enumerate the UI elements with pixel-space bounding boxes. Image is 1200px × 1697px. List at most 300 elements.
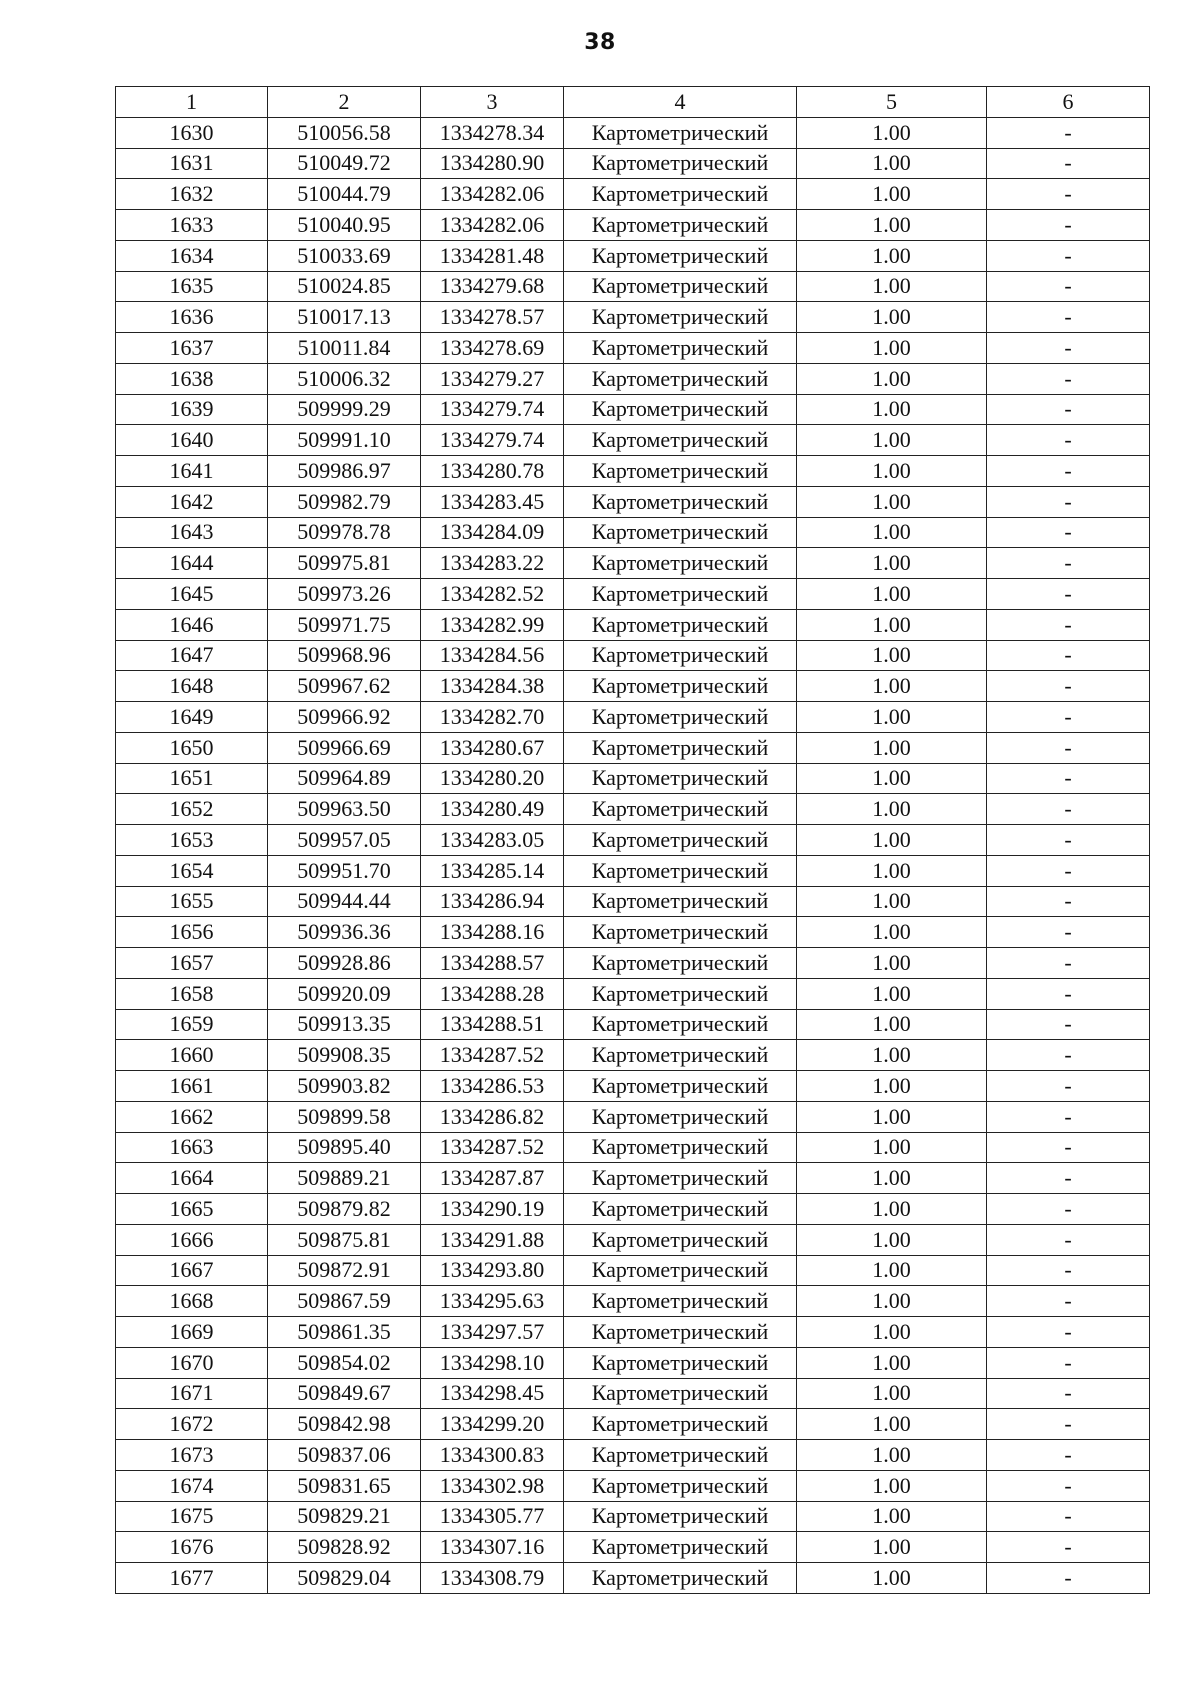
point-number-cell: 1664 <box>116 1163 268 1194</box>
x-coordinate-cell: 509971.75 <box>268 609 421 640</box>
note-cell: - <box>987 1163 1150 1194</box>
method-cell: Картометрический <box>564 609 797 640</box>
x-coordinate-cell: 509982.79 <box>268 486 421 517</box>
table-row <box>116 732 1150 763</box>
column-header: 2 <box>268 87 421 118</box>
x-coordinate-cell: 510011.84 <box>268 333 421 364</box>
accuracy-cell: 1.00 <box>797 548 987 579</box>
table-row <box>116 917 1150 948</box>
method-cell: Картометрический <box>564 1101 797 1132</box>
method-cell: Картометрический <box>564 1501 797 1532</box>
method-cell: Картометрический <box>564 517 797 548</box>
accuracy-cell: 1.00 <box>797 1470 987 1501</box>
x-coordinate-cell: 509861.35 <box>268 1317 421 1348</box>
accuracy-cell: 1.00 <box>797 1440 987 1471</box>
x-coordinate-cell: 509829.04 <box>268 1563 421 1594</box>
table-row <box>116 1286 1150 1317</box>
method-cell: Картометрический <box>564 333 797 364</box>
method-cell: Картометрический <box>564 179 797 210</box>
method-cell: Картометрический <box>564 1440 797 1471</box>
note-cell: - <box>987 640 1150 671</box>
method-cell: Картометрический <box>564 855 797 886</box>
accuracy-cell: 1.00 <box>797 1009 987 1040</box>
accuracy-cell: 1.00 <box>797 1255 987 1286</box>
note-cell: - <box>987 1009 1150 1040</box>
x-coordinate-cell: 509957.05 <box>268 825 421 856</box>
x-coordinate-cell: 510033.69 <box>268 240 421 271</box>
accuracy-cell: 1.00 <box>797 1286 987 1317</box>
method-cell: Картометрический <box>564 763 797 794</box>
table-row <box>116 1255 1150 1286</box>
point-number-cell: 1646 <box>116 609 268 640</box>
y-coordinate-cell: 1334295.63 <box>421 1286 564 1317</box>
note-cell: - <box>987 702 1150 733</box>
y-coordinate-cell: 1334286.94 <box>421 886 564 917</box>
y-coordinate-cell: 1334299.20 <box>421 1409 564 1440</box>
note-cell: - <box>987 1286 1150 1317</box>
table-row <box>116 363 1150 394</box>
method-cell: Картометрический <box>564 240 797 271</box>
x-coordinate-cell: 509964.89 <box>268 763 421 794</box>
y-coordinate-cell: 1334283.05 <box>421 825 564 856</box>
accuracy-cell: 1.00 <box>797 240 987 271</box>
x-coordinate-cell: 509999.29 <box>268 394 421 425</box>
method-cell: Картометрический <box>564 1317 797 1348</box>
y-coordinate-cell: 1334279.74 <box>421 394 564 425</box>
table-row <box>116 240 1150 271</box>
point-number-cell: 1671 <box>116 1378 268 1409</box>
accuracy-cell: 1.00 <box>797 1071 987 1102</box>
x-coordinate-cell: 509867.59 <box>268 1286 421 1317</box>
method-cell: Картометрический <box>564 978 797 1009</box>
y-coordinate-cell: 1334302.98 <box>421 1470 564 1501</box>
table-row <box>116 1132 1150 1163</box>
table-row <box>116 1101 1150 1132</box>
accuracy-cell: 1.00 <box>797 609 987 640</box>
accuracy-cell: 1.00 <box>797 1347 987 1378</box>
x-coordinate-cell: 509831.65 <box>268 1470 421 1501</box>
x-coordinate-cell: 510006.32 <box>268 363 421 394</box>
y-coordinate-cell: 1334288.28 <box>421 978 564 1009</box>
accuracy-cell: 1.00 <box>797 1501 987 1532</box>
note-cell: - <box>987 1378 1150 1409</box>
accuracy-cell: 1.00 <box>797 948 987 979</box>
y-coordinate-cell: 1334286.82 <box>421 1101 564 1132</box>
x-coordinate-cell: 510049.72 <box>268 148 421 179</box>
method-cell: Картометрический <box>564 825 797 856</box>
method-cell: Картометрический <box>564 117 797 148</box>
point-number-cell: 1675 <box>116 1501 268 1532</box>
accuracy-cell: 1.00 <box>797 1317 987 1348</box>
table-row <box>116 456 1150 487</box>
table-row <box>116 1440 1150 1471</box>
point-number-cell: 1644 <box>116 548 268 579</box>
x-coordinate-cell: 509968.96 <box>268 640 421 671</box>
table-row <box>116 978 1150 1009</box>
x-coordinate-cell: 509936.36 <box>268 917 421 948</box>
method-cell: Картометрический <box>564 302 797 333</box>
x-coordinate-cell: 510044.79 <box>268 179 421 210</box>
accuracy-cell: 1.00 <box>797 825 987 856</box>
y-coordinate-cell: 1334284.56 <box>421 640 564 671</box>
method-cell: Картометрический <box>564 1286 797 1317</box>
y-coordinate-cell: 1334280.78 <box>421 456 564 487</box>
note-cell: - <box>987 1470 1150 1501</box>
point-number-cell: 1668 <box>116 1286 268 1317</box>
point-number-cell: 1649 <box>116 702 268 733</box>
accuracy-cell: 1.00 <box>797 732 987 763</box>
point-number-cell: 1661 <box>116 1071 268 1102</box>
x-coordinate-cell: 509928.86 <box>268 948 421 979</box>
method-cell: Картометрический <box>564 1224 797 1255</box>
method-cell: Картометрический <box>564 271 797 302</box>
x-coordinate-cell: 509899.58 <box>268 1101 421 1132</box>
y-coordinate-cell: 1334288.16 <box>421 917 564 948</box>
point-number-cell: 1665 <box>116 1194 268 1225</box>
note-cell: - <box>987 486 1150 517</box>
y-coordinate-cell: 1334282.99 <box>421 609 564 640</box>
y-coordinate-cell: 1334298.45 <box>421 1378 564 1409</box>
note-cell: - <box>987 117 1150 148</box>
y-coordinate-cell: 1334285.14 <box>421 855 564 886</box>
y-coordinate-cell: 1334280.49 <box>421 794 564 825</box>
accuracy-cell: 1.00 <box>797 456 987 487</box>
accuracy-cell: 1.00 <box>797 486 987 517</box>
accuracy-cell: 1.00 <box>797 1040 987 1071</box>
point-number-cell: 1673 <box>116 1440 268 1471</box>
point-number-cell: 1637 <box>116 333 268 364</box>
x-coordinate-cell: 509849.67 <box>268 1378 421 1409</box>
note-cell: - <box>987 1101 1150 1132</box>
method-cell: Картометрический <box>564 394 797 425</box>
accuracy-cell: 1.00 <box>797 210 987 241</box>
table-row <box>116 1470 1150 1501</box>
point-number-cell: 1640 <box>116 425 268 456</box>
point-number-cell: 1635 <box>116 271 268 302</box>
y-coordinate-cell: 1334305.77 <box>421 1501 564 1532</box>
accuracy-cell: 1.00 <box>797 640 987 671</box>
x-coordinate-cell: 509966.69 <box>268 732 421 763</box>
table-row <box>116 333 1150 364</box>
note-cell: - <box>987 394 1150 425</box>
method-cell: Картометрический <box>564 1040 797 1071</box>
x-coordinate-cell: 510024.85 <box>268 271 421 302</box>
note-cell: - <box>987 732 1150 763</box>
note-cell: - <box>987 456 1150 487</box>
method-cell: Картометрический <box>564 548 797 579</box>
method-cell: Картометрический <box>564 579 797 610</box>
method-cell: Картометрический <box>564 1470 797 1501</box>
point-number-cell: 1632 <box>116 179 268 210</box>
y-coordinate-cell: 1334279.74 <box>421 425 564 456</box>
table-row <box>116 517 1150 548</box>
point-number-cell: 1647 <box>116 640 268 671</box>
accuracy-cell: 1.00 <box>797 394 987 425</box>
point-number-cell: 1630 <box>116 117 268 148</box>
x-coordinate-cell: 509828.92 <box>268 1532 421 1563</box>
accuracy-cell: 1.00 <box>797 1378 987 1409</box>
table-row <box>116 302 1150 333</box>
y-coordinate-cell: 1334282.52 <box>421 579 564 610</box>
y-coordinate-cell: 1334282.06 <box>421 210 564 241</box>
table-row <box>116 1163 1150 1194</box>
table-row <box>116 548 1150 579</box>
note-cell: - <box>987 1409 1150 1440</box>
note-cell: - <box>987 271 1150 302</box>
note-cell: - <box>987 1132 1150 1163</box>
note-cell: - <box>987 1194 1150 1225</box>
point-number-cell: 1639 <box>116 394 268 425</box>
accuracy-cell: 1.00 <box>797 886 987 917</box>
point-number-cell: 1670 <box>116 1347 268 1378</box>
x-coordinate-cell: 509875.81 <box>268 1224 421 1255</box>
point-number-cell: 1631 <box>116 148 268 179</box>
y-coordinate-cell: 1334281.48 <box>421 240 564 271</box>
coordinates-table <box>115 86 1150 1594</box>
x-coordinate-cell: 509908.35 <box>268 1040 421 1071</box>
note-cell: - <box>987 363 1150 394</box>
accuracy-cell: 1.00 <box>797 855 987 886</box>
x-coordinate-cell: 509973.26 <box>268 579 421 610</box>
note-cell: - <box>987 794 1150 825</box>
table-row <box>116 1224 1150 1255</box>
x-coordinate-cell: 509920.09 <box>268 978 421 1009</box>
point-number-cell: 1657 <box>116 948 268 979</box>
x-coordinate-cell: 509903.82 <box>268 1071 421 1102</box>
method-cell: Картометрический <box>564 456 797 487</box>
table-row <box>116 117 1150 148</box>
point-number-cell: 1652 <box>116 794 268 825</box>
y-coordinate-cell: 1334287.87 <box>421 1163 564 1194</box>
y-coordinate-cell: 1334297.57 <box>421 1317 564 1348</box>
note-cell: - <box>987 425 1150 456</box>
note-cell: - <box>987 179 1150 210</box>
y-coordinate-cell: 1334290.19 <box>421 1194 564 1225</box>
y-coordinate-cell: 1334280.20 <box>421 763 564 794</box>
accuracy-cell: 1.00 <box>797 794 987 825</box>
x-coordinate-cell: 509966.92 <box>268 702 421 733</box>
method-cell: Картометрический <box>564 1532 797 1563</box>
note-cell: - <box>987 210 1150 241</box>
y-coordinate-cell: 1334278.34 <box>421 117 564 148</box>
y-coordinate-cell: 1334287.52 <box>421 1040 564 1071</box>
x-coordinate-cell: 509829.21 <box>268 1501 421 1532</box>
table-row <box>116 1532 1150 1563</box>
table-row <box>116 1378 1150 1409</box>
point-number-cell: 1650 <box>116 732 268 763</box>
method-cell: Картометрический <box>564 148 797 179</box>
accuracy-cell: 1.00 <box>797 1194 987 1225</box>
y-coordinate-cell: 1334308.79 <box>421 1563 564 1594</box>
column-header: 6 <box>987 87 1150 118</box>
note-cell: - <box>987 517 1150 548</box>
x-coordinate-cell: 509879.82 <box>268 1194 421 1225</box>
point-number-cell: 1641 <box>116 456 268 487</box>
note-cell: - <box>987 333 1150 364</box>
accuracy-cell: 1.00 <box>797 179 987 210</box>
table-row <box>116 1317 1150 1348</box>
note-cell: - <box>987 1501 1150 1532</box>
x-coordinate-cell: 509978.78 <box>268 517 421 548</box>
point-number-cell: 1674 <box>116 1470 268 1501</box>
note-cell: - <box>987 302 1150 333</box>
accuracy-cell: 1.00 <box>797 271 987 302</box>
y-coordinate-cell: 1334300.83 <box>421 1440 564 1471</box>
accuracy-cell: 1.00 <box>797 1409 987 1440</box>
x-coordinate-cell: 509842.98 <box>268 1409 421 1440</box>
point-number-cell: 1636 <box>116 302 268 333</box>
x-coordinate-cell: 509963.50 <box>268 794 421 825</box>
point-number-cell: 1667 <box>116 1255 268 1286</box>
page-number: 38 <box>584 30 616 55</box>
point-number-cell: 1638 <box>116 363 268 394</box>
point-number-cell: 1659 <box>116 1009 268 1040</box>
column-header: 1 <box>116 87 268 118</box>
column-header: 4 <box>564 87 797 118</box>
y-coordinate-cell: 1334279.68 <box>421 271 564 302</box>
note-cell: - <box>987 978 1150 1009</box>
y-coordinate-cell: 1334282.70 <box>421 702 564 733</box>
y-coordinate-cell: 1334288.57 <box>421 948 564 979</box>
table-row <box>116 1194 1150 1225</box>
y-coordinate-cell: 1334288.51 <box>421 1009 564 1040</box>
table-row <box>116 1009 1150 1040</box>
accuracy-cell: 1.00 <box>797 363 987 394</box>
point-number-cell: 1677 <box>116 1563 268 1594</box>
y-coordinate-cell: 1334298.10 <box>421 1347 564 1378</box>
point-number-cell: 1663 <box>116 1132 268 1163</box>
accuracy-cell: 1.00 <box>797 579 987 610</box>
method-cell: Картометрический <box>564 1255 797 1286</box>
note-cell: - <box>987 548 1150 579</box>
table-body <box>116 87 1150 1594</box>
note-cell: - <box>987 855 1150 886</box>
method-cell: Картометрический <box>564 640 797 671</box>
table-row <box>116 1409 1150 1440</box>
y-coordinate-cell: 1334279.27 <box>421 363 564 394</box>
point-number-cell: 1666 <box>116 1224 268 1255</box>
method-cell: Картометрический <box>564 948 797 979</box>
x-coordinate-cell: 509837.06 <box>268 1440 421 1471</box>
accuracy-cell: 1.00 <box>797 333 987 364</box>
accuracy-cell: 1.00 <box>797 671 987 702</box>
x-coordinate-cell: 509895.40 <box>268 1132 421 1163</box>
table-row <box>116 763 1150 794</box>
point-number-cell: 1651 <box>116 763 268 794</box>
table-row <box>116 1347 1150 1378</box>
table-row <box>116 486 1150 517</box>
table-row <box>116 179 1150 210</box>
table-row <box>116 609 1150 640</box>
note-cell: - <box>987 671 1150 702</box>
point-number-cell: 1676 <box>116 1532 268 1563</box>
table-row <box>116 271 1150 302</box>
method-cell: Картометрический <box>564 671 797 702</box>
accuracy-cell: 1.00 <box>797 763 987 794</box>
method-cell: Картометрический <box>564 210 797 241</box>
y-coordinate-cell: 1334278.69 <box>421 333 564 364</box>
x-coordinate-cell: 509872.91 <box>268 1255 421 1286</box>
accuracy-cell: 1.00 <box>797 978 987 1009</box>
method-cell: Картометрический <box>564 1409 797 1440</box>
x-coordinate-cell: 509913.35 <box>268 1009 421 1040</box>
point-number-cell: 1645 <box>116 579 268 610</box>
point-number-cell: 1642 <box>116 486 268 517</box>
y-coordinate-cell: 1334283.22 <box>421 548 564 579</box>
note-cell: - <box>987 579 1150 610</box>
note-cell: - <box>987 917 1150 948</box>
method-cell: Картометрический <box>564 1194 797 1225</box>
method-cell: Картометрический <box>564 886 797 917</box>
note-cell: - <box>987 1440 1150 1471</box>
note-cell: - <box>987 763 1150 794</box>
accuracy-cell: 1.00 <box>797 302 987 333</box>
table-row <box>116 855 1150 886</box>
point-number-cell: 1672 <box>116 1409 268 1440</box>
table-row <box>116 702 1150 733</box>
table-row <box>116 425 1150 456</box>
table-row <box>116 148 1150 179</box>
method-cell: Картометрический <box>564 732 797 763</box>
point-number-cell: 1655 <box>116 886 268 917</box>
method-cell: Картометрический <box>564 1163 797 1194</box>
accuracy-cell: 1.00 <box>797 1563 987 1594</box>
table-row <box>116 794 1150 825</box>
note-cell: - <box>987 1347 1150 1378</box>
point-number-cell: 1656 <box>116 917 268 948</box>
note-cell: - <box>987 1317 1150 1348</box>
point-number-cell: 1658 <box>116 978 268 1009</box>
point-number-cell: 1653 <box>116 825 268 856</box>
accuracy-cell: 1.00 <box>797 517 987 548</box>
note-cell: - <box>987 240 1150 271</box>
table-row <box>116 1071 1150 1102</box>
method-cell: Картометрический <box>564 486 797 517</box>
y-coordinate-cell: 1334280.90 <box>421 148 564 179</box>
x-coordinate-cell: 509854.02 <box>268 1347 421 1378</box>
accuracy-cell: 1.00 <box>797 1101 987 1132</box>
x-coordinate-cell: 509951.70 <box>268 855 421 886</box>
x-coordinate-cell: 509986.97 <box>268 456 421 487</box>
note-cell: - <box>987 1224 1150 1255</box>
accuracy-cell: 1.00 <box>797 1532 987 1563</box>
table-row <box>116 394 1150 425</box>
y-coordinate-cell: 1334287.52 <box>421 1132 564 1163</box>
accuracy-cell: 1.00 <box>797 1224 987 1255</box>
table-row <box>116 640 1150 671</box>
y-coordinate-cell: 1334293.80 <box>421 1255 564 1286</box>
table-row <box>116 671 1150 702</box>
y-coordinate-cell: 1334286.53 <box>421 1071 564 1102</box>
note-cell: - <box>987 948 1150 979</box>
point-number-cell: 1660 <box>116 1040 268 1071</box>
table-row <box>116 210 1150 241</box>
note-cell: - <box>987 886 1150 917</box>
note-cell: - <box>987 1532 1150 1563</box>
x-coordinate-cell: 510017.13 <box>268 302 421 333</box>
y-coordinate-cell: 1334291.88 <box>421 1224 564 1255</box>
y-coordinate-cell: 1334278.57 <box>421 302 564 333</box>
table-header-row <box>116 87 1150 118</box>
table-row <box>116 948 1150 979</box>
note-cell: - <box>987 1255 1150 1286</box>
point-number-cell: 1634 <box>116 240 268 271</box>
x-coordinate-cell: 509944.44 <box>268 886 421 917</box>
method-cell: Картометрический <box>564 1347 797 1378</box>
method-cell: Картометрический <box>564 1563 797 1594</box>
y-coordinate-cell: 1334283.45 <box>421 486 564 517</box>
x-coordinate-cell: 510056.58 <box>268 117 421 148</box>
